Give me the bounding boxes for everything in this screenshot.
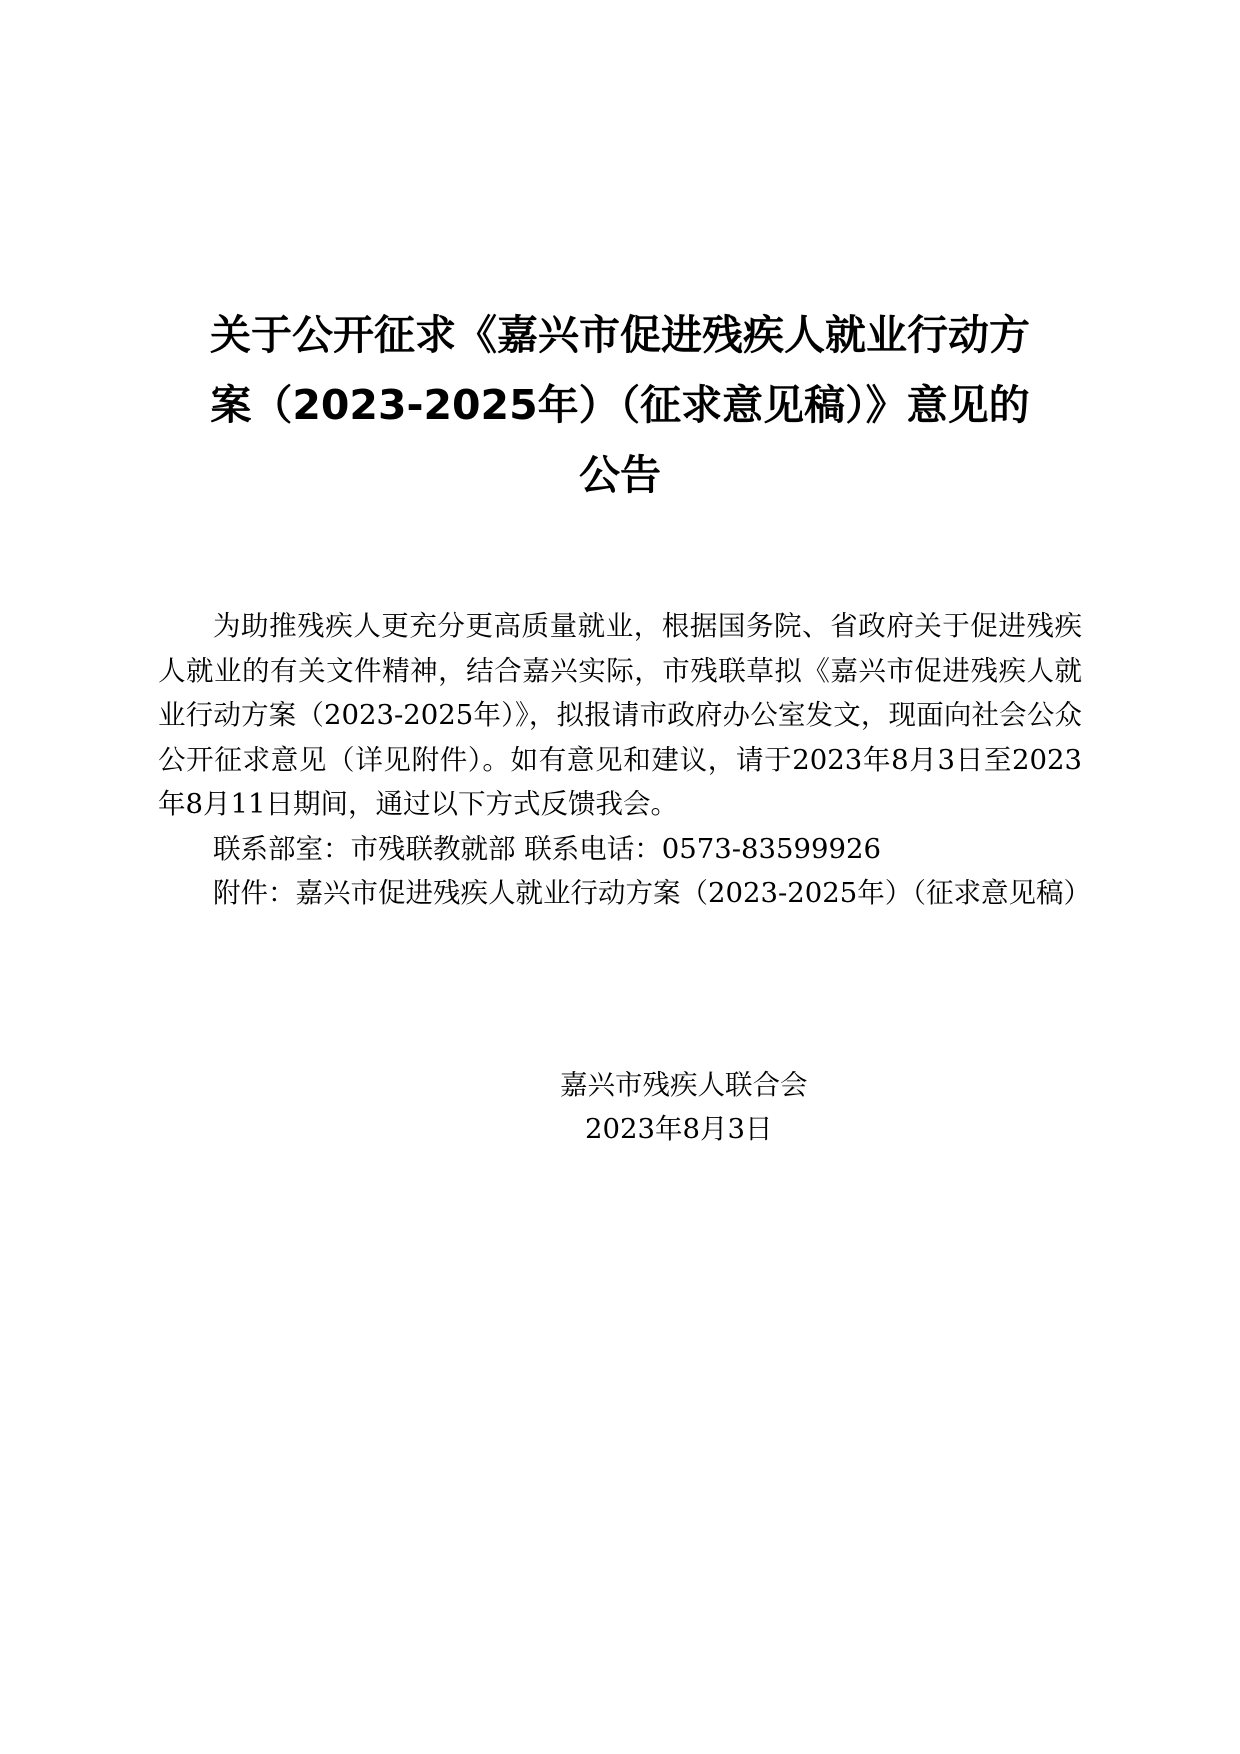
title-line-1: 关于公开征求《嘉兴市促进残疾人就业行动方 [210, 311, 1030, 359]
document-title [155, 300, 1085, 510]
signature-organization: 嘉兴市残疾人联合会 [560, 1069, 808, 1101]
signature-block [560, 1063, 860, 1151]
body-paragraph-contact: 联系部室：市残联教就部 联系电话：0573-83599926 [213, 832, 881, 865]
document-body [158, 604, 1092, 916]
body-paragraph-attachment: 附件：嘉兴市促进残疾人就业行动方案（2023-2025年）（征求意见稿） [213, 877, 1092, 909]
body-paragraph-main: 为助推残疾人更充分更高质量就业，根据国务院、省政府关于促进残疾人就业的有关文件精神，结合嘉兴实际，市残联草拟《嘉兴市促进残疾人就业行动方案（2023-2025年）》，拟报请市政府办公室发文，现面向社会公众公开征求意见（详见附件）。如有意见和建议，请于2023年8月3日至2023年8月11日期间，通过以下方式反馈我会。 [158, 610, 1082, 820]
title-line-2: 案（2023-2025年）（征求意见稿）》意见的 [210, 381, 1030, 429]
title-line-3: 公告 [579, 451, 661, 499]
signature-date: 2023年8月3日 [585, 1113, 773, 1145]
